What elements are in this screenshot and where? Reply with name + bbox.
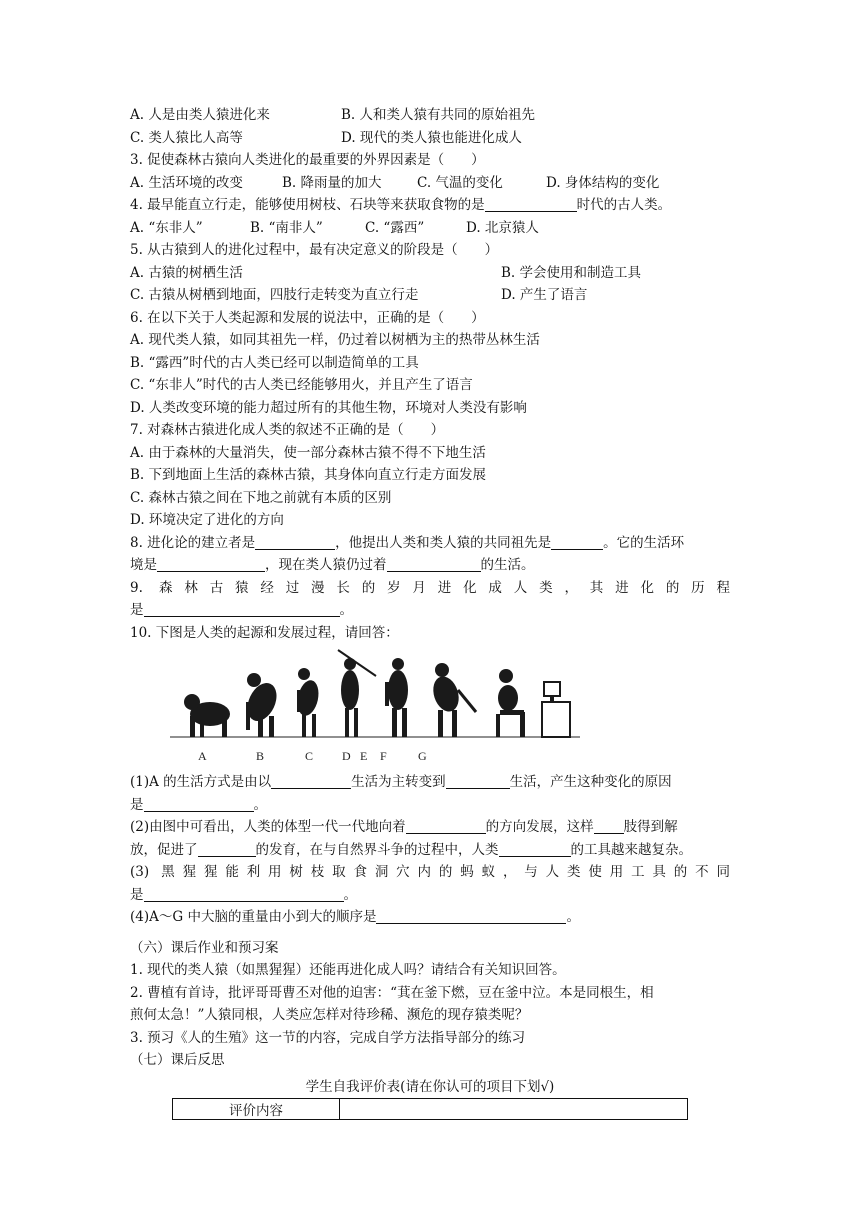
s2-text-5: 的发育，在与自然界斗争的过程中，人类 (255, 841, 499, 858)
self-evaluation-table (172, 1098, 688, 1120)
q4-option-c: C. “露西” (365, 219, 425, 236)
figure-a-ape (184, 694, 230, 737)
s2-text-4: 放，促进了 (130, 841, 198, 858)
figure-g-computer-user (496, 669, 570, 737)
question-4 (130, 194, 730, 217)
s1-blank-1[interactable] (271, 773, 351, 789)
q8-text-4: 境是 (130, 557, 157, 573)
s1-blank-2[interactable] (446, 773, 510, 789)
question-9-line2 (130, 599, 730, 622)
q7-option-c: C. 森林古猿之间在下地之前就有本质的区别 (130, 489, 392, 506)
evolution-figure (130, 646, 730, 771)
q2-options-row2 (130, 127, 730, 150)
homework-3: 3. 预习《人的生殖》这一节的内容，完成自学方法指导部分的练习 (130, 1029, 526, 1046)
q2-option-d: D. 现代的类人猿也能进化成人 (341, 129, 522, 146)
q4-blank[interactable] (485, 196, 577, 212)
worksheet-page (130, 104, 730, 1120)
q5-option-d: D. 产生了语言 (501, 287, 588, 303)
q4-option-d: D. 北京猿人 (466, 219, 539, 236)
q5-option-b: B. 学会使用和制造工具 (501, 264, 642, 281)
q3-option-a: A. 生活环境的改变 (130, 174, 243, 191)
q5-option-a: A. 古猿的树栖生活 (130, 264, 243, 281)
q9-blank[interactable] (144, 601, 340, 617)
sub-question-2-line2 (130, 839, 730, 862)
q2-option-b: B. 人和类人猿有共同的原始祖先 (341, 107, 536, 123)
q7-option-d: D. 环境决定了进化的方向 (130, 512, 284, 528)
question-8-line2 (130, 554, 730, 577)
human-evolution-illustration (170, 646, 590, 768)
sub-question-3-line1: (3) 黑猩猩能利用树枝取食洞穴内的蚂蚁，与人类使用工具的不同 (130, 864, 730, 880)
figure-c-hominid (294, 668, 321, 737)
q7-option-a: A. 由于森林的大量消失，使一部分森林古猿不得不下地生活 (130, 444, 486, 461)
q4-text-end: 时代的古人类。 (576, 197, 672, 213)
figure-label-c: C (305, 749, 314, 763)
figure-label-e: E (360, 749, 368, 763)
figure-d-hominid (338, 650, 376, 737)
q5-options-row1 (130, 262, 730, 285)
q2-options-row1 (130, 104, 730, 127)
question-6: 6. 在以下关于人类起源和发展的说法中，正确的是（ ） (130, 309, 485, 326)
q3-options (130, 172, 730, 195)
s1-text-3: 生活，产生这种变化的原因 (509, 774, 672, 790)
sub-question-3-line2 (130, 884, 730, 907)
figure-label-g: G (418, 749, 427, 763)
q8-text-5: ，现在类人猿仍过着 (265, 557, 387, 573)
q9-text-2: 是 (130, 602, 144, 618)
figure-label-b: B (256, 749, 265, 763)
q2-option-a: A. 人是由类人猿进化来 (130, 107, 270, 123)
s2-text-2: 的方向发展，这样 (485, 819, 594, 835)
question-10: 10. 下图是人类的起源和发展过程，请回答： (130, 624, 399, 641)
q3-option-d: D. 身体结构的变化 (546, 174, 660, 191)
s1-blank-3[interactable] (144, 796, 254, 812)
question-8-line1 (130, 532, 730, 555)
q8-blank-2[interactable] (551, 534, 603, 550)
q8-text-3: 。它的生活环 (603, 534, 685, 551)
q4-text: 4. 最早能直立行走，能够使用树枝、石块等来获取食物的是 (130, 197, 485, 213)
s3-blank[interactable] (144, 886, 344, 902)
q4-option-a: A. “东非人” (130, 219, 203, 236)
sub-question-1-line2 (130, 794, 730, 817)
figure-label-f: F (380, 749, 387, 763)
question-7: 7. 对森林古猿进化成人类的叙述不正确的是（ ） (130, 422, 445, 438)
s1-text-2: 生活为主转变到 (351, 774, 446, 790)
q7-option-b: B. 下到地面上生活的森林古猿，其身体向直立行走方面发展 (130, 467, 487, 483)
q6-option-a: A. 现代类人猿，如同其祖先一样，仍过着以树栖为主的热带丛林生活 (130, 332, 540, 348)
s1-text-4: 是 (130, 796, 144, 813)
s2-blank-1[interactable] (406, 818, 486, 834)
homework-1: 1. 现代的类人猿（如黑猩猩）还能再进化成人吗？请结合有关知识回答。 (130, 962, 566, 978)
homework-2-line2: 煎何太急！”人猿同根，人类应怎样对待珍稀、濒危的现存猿类呢？ (130, 1007, 529, 1023)
section-6-heading: （六）课后作业和预习案 (130, 939, 279, 956)
q6-option-b: B. “露西”时代的古人类已经可以制造简单的工具 (130, 354, 419, 371)
s2-blank-2[interactable] (594, 818, 624, 834)
evaluation-table-title: 学生自我评价表(请在你认可的项目下划√) (305, 1078, 555, 1095)
s4-text-1: (4)A～G 中大脑的重量由小到大的顺序是 (130, 909, 377, 925)
q6-option-d: D. 人类改变环境的能力超过所有的其他生物，环境对人类没有影响 (130, 399, 527, 416)
figure-label-a: A (198, 749, 207, 763)
table-row (173, 1099, 688, 1120)
q8-text-6: 的生活。 (480, 557, 535, 573)
figure-f-human (429, 663, 476, 737)
s2-blank-3[interactable] (198, 841, 256, 857)
s4-text-2: 。 (566, 909, 580, 925)
s2-text-3: 肢得到解 (623, 819, 678, 835)
q8-text-2: ，他提出人类和类人猿的共同祖先是 (335, 534, 552, 551)
figure-e-human (385, 658, 408, 737)
s3-text-3: 。 (343, 886, 357, 903)
sub-question-1-line1 (130, 771, 730, 794)
figure-b-ape (242, 673, 282, 737)
q5-option-c: C. 古猿从树栖到地面，四肢行走转变为直立行走 (130, 287, 419, 303)
evaluation-content-label: 评价内容 (173, 1099, 340, 1120)
q3-option-c: C. 气温的变化 (417, 174, 503, 191)
section-7-heading: （七）课后反思 (130, 1052, 225, 1068)
q3-option-b: B. 降雨量的加大 (282, 174, 382, 191)
q4-option-b: B. “南非人” (250, 219, 323, 236)
s3-text-2: 是 (130, 886, 144, 903)
q5-options-row2 (130, 284, 730, 307)
s1-text-5: 。 (253, 796, 267, 813)
s4-blank[interactable] (376, 908, 566, 924)
evaluation-content-cell[interactable] (340, 1099, 688, 1120)
question-9-line1: 9. 森林古猿经过漫长的岁月进化成人类，其进化的历程 (130, 579, 730, 596)
question-3: 3. 促使森林古猿向人类进化的最重要的外界因素是（ ） (130, 152, 485, 168)
s1-text-1: (1)A 的生活方式是由以 (130, 774, 272, 790)
s2-text-6: 的工具越来越复杂。 (570, 841, 692, 858)
s2-text-1: (2)由图中可看出，人类的体型一代一代地向着 (130, 819, 406, 835)
q4-options (130, 217, 730, 240)
q9-text-3: 。 (339, 602, 353, 618)
sub-question-4 (130, 906, 730, 929)
figure-label-d: D (342, 749, 351, 763)
q6-option-c: C. “东非人”时代的古人类已经能够用火，并且产生了语言 (130, 377, 473, 393)
q8-blank-4[interactable] (387, 556, 481, 572)
q2-option-c: C. 类人猿比人高等 (130, 129, 243, 146)
homework-2-line1: 2. 曹植有首诗，批评哥哥曹丕对他的迫害：“萁在釜下燃，豆在釜中泣。本是同根生，相 (130, 984, 654, 1001)
q8-blank-1[interactable] (255, 534, 335, 550)
q8-blank-3[interactable] (157, 556, 265, 572)
s2-blank-4[interactable] (499, 841, 571, 857)
question-5: 5. 从古猿到人的进化过程中，最有决定意义的阶段是（ ） (130, 242, 499, 258)
q8-text-1: 8. 进化论的建立者是 (130, 534, 256, 551)
sub-question-2-line1 (130, 816, 730, 839)
